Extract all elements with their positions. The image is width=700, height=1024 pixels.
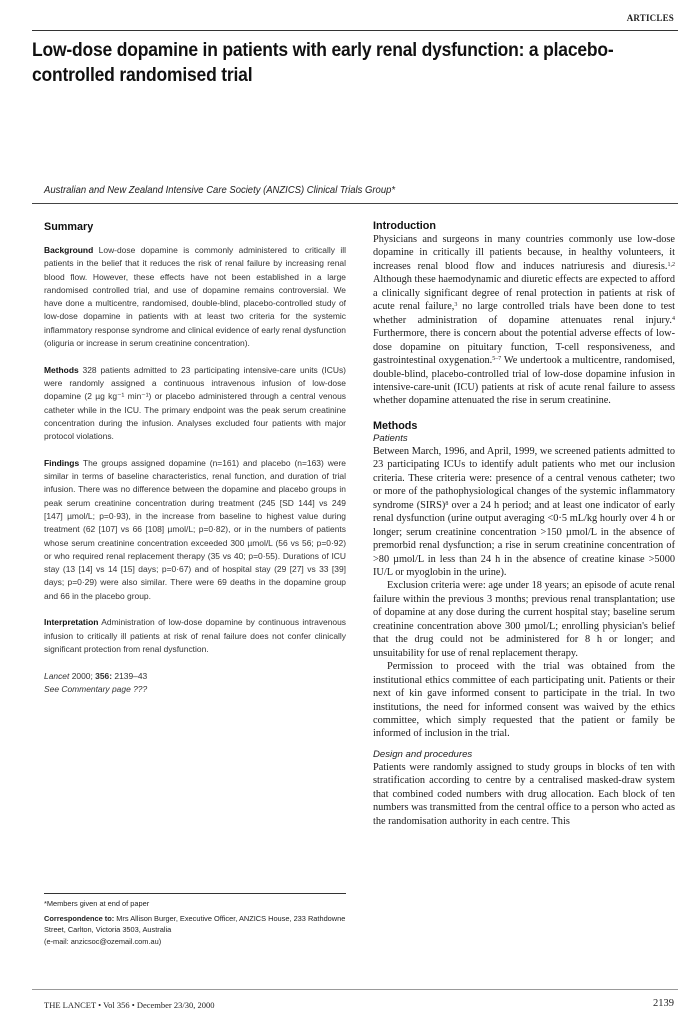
findings-text: The groups assigned dopamine (n=161) and placebo (n=163) were similar in terms of baseline characteristics, renal function, and duration of trial infusion. There was no difference between the dopamine and placebo groups in peak serum creatinine concentration during treatment (245 [SD 144] vs 249 [147] µmol/L; p=0·93), in the increase from baseline to highest value during treatment (62 [107] vs 66 [108] µmol/L; p=0·82), or in the numbers of patients whose serum creatinine concentration exceeded 300 µmol/L (56 vs 56; p=0·92) or who required renal replacement therapy (35 vs 40; p=0·55). Durations of ICU stay (13 [14] vs 14 [15] days; p=0·67) and of hospital stay (29 [27] vs 33 [39] days; p=0·29) were also similar. There were 69 deaths in the dopamine group and 66 in the placebo group. xyxy=(44,457,346,601)
background-label: Background xyxy=(44,245,94,255)
citation-volume: 356: xyxy=(95,670,113,681)
methods-heading: Methods xyxy=(373,419,418,432)
body-column xyxy=(373,220,675,828)
intro-text-4: Furthermore, there is concern about the potential adverse effects of low-dose dopamine on pituitary function, T-cell responsiveness, and gastrointestinal oxygenation. xyxy=(373,328,675,367)
journal-footer: THE LANCET • Vol 356 • December 23/30, 2000 xyxy=(44,1000,215,1010)
reference-marker[interactable]: 1,2 xyxy=(667,261,675,268)
footnotes xyxy=(44,892,346,947)
reference-marker[interactable]: 5–7 xyxy=(492,356,502,363)
methods-paragraph-4: Patients were randomly assigned to study groups in blocks of ten with stratification according to centre by a centralised masked-draw system that combined coded numbers with drug allocation. Each block of ten numbers was transmitted from the central office to a person who acted as the randomisation authority in each centre. This xyxy=(373,761,675,827)
footer-rule xyxy=(32,989,678,990)
introduction-paragraph xyxy=(373,233,675,408)
summary-background xyxy=(44,244,346,350)
summary-findings xyxy=(44,457,346,603)
methods-paragraph-1 xyxy=(373,445,675,580)
methods-text-1: Between March, 1996, and April, 1999, we screened patients admitted to 23 participating ICUs to identify adult patients who met our inclusion criteria. These criteria were: presence of a central venous catheter; two or more of the pathophysiological changes of the systemic inflammatory syndrome (SIRS) xyxy=(373,445,675,511)
summary-interpretation xyxy=(44,616,346,656)
introduction-heading: Introduction xyxy=(373,220,436,232)
methods-paragraph-2: Exclusion criteria were: age under 18 years; an episode of acute renal failure within the previous 3 months; previous renal transplantation; use of dopamine at any dose during the current hospital stay; baseline serum creatinine concentration above 300 µmol/L; enrolling physician's belief that the drug could not be administered for 8 h or longer; and unsuitability for use of renal replacement therapy. xyxy=(373,580,675,659)
interpretation-label: Interpretation xyxy=(44,617,99,628)
methods-label: Methods xyxy=(44,364,79,375)
methods-text: 328 patients admitted to 23 participating intensive-care units (ICUs) were randomly assigned a continuous intravenous infusion of low-dose dopamine (2 µg kg⁻¹ min⁻¹) or placebo administered through a central venous catheter while in the ICU. The primary endpoint was the peak serum creatinine concentration during the infusion. Analyses excluded four patients with major protocol violations. xyxy=(44,364,346,442)
reference-marker[interactable]: 4 xyxy=(672,315,675,322)
members-note: *Members given at end of paper xyxy=(44,899,150,908)
correspondence-label: Correspondence to: xyxy=(44,914,115,924)
citation xyxy=(44,670,346,697)
authors-rule xyxy=(32,203,678,204)
citation-year: 2000; xyxy=(69,670,96,681)
summary-methods xyxy=(44,364,346,444)
patients-subheading: Patients xyxy=(373,432,408,444)
author-line: Australian and New Zealand Intensive Care Society (ANZICS) Clinical Trials Group* xyxy=(44,185,396,196)
interpretation-text: Administration of low-dose dopamine by continuous intravenous infusion to critically ill patients at risk of renal failure does not confer clinically significant protection from renal dysfunction. xyxy=(44,617,346,654)
findings-label: Findings xyxy=(44,457,80,468)
intro-text-3: no large controlled trials have been done to test whether administration of dopamine attenuates renal injury. xyxy=(373,301,676,326)
header-rule xyxy=(32,30,678,31)
citation-pages: 2139–43 xyxy=(112,670,148,681)
page-number: 2139 xyxy=(653,998,674,1009)
citation-journal: Lancet xyxy=(44,670,70,681)
reference-marker[interactable]: 3 xyxy=(454,302,458,309)
correspondence-text: Mrs Allison Burger, Executive Officer, ANZICS House, 233 Rathdowne Street, Carlton, Victoria 3503, Australia xyxy=(44,914,346,935)
summary-heading: Summary xyxy=(44,221,94,233)
background-text: Low-dose dopamine is commonly administered to critically ill patients in the belief that it reduces the risk of renal failure by increasing renal blood flow. However, these effects have not been established in a large randomised controlled trial, and use of dopamine remains controversial. We have done a multicentre, randomised, double-blind, placebo-controlled study of low-dose dopamine in patients with at least two criteria for the systemic inflammatory response syndrome and clinical evidence of early renal dysfunction (oliguria or increase in serum creatinine concentration). xyxy=(44,245,346,349)
section-label: ARTICLES xyxy=(626,13,674,23)
summary-column xyxy=(44,220,346,696)
intro-text-5: We undertook a multicentre, randomised, double-blind, placebo-controlled trial of low-dose dopamine infusion in intensive-care-unit (ICU) patients at risk of acute renal failure to assess whether dopamine attenuated the rise in serum creatinine. xyxy=(373,355,675,407)
methods-paragraph-3: Permission to proceed with the trial was obtained from the institutional ethics committee of each participating unit. Patients or their next of kin gave informed consent to participate in the trial. In two institutions, the need for informed consent was waived by the ethics committee, which simply requested that the patient or family be informed of inclusion in the trial. xyxy=(373,661,675,740)
intro-text-1: Physicians and surgeons in many countries commonly use low-dose dopamine in critically ill patients because, in healthy volunteers, it increases renal blood flow and induces natriuresis and diuresis. xyxy=(373,234,675,272)
correspondence xyxy=(44,913,346,935)
design-subheading: Design and procedures xyxy=(373,748,473,760)
methods-text-2: over a 24 h period; and at least one indicator of early renal dysfunction (urine output averaging <0·5 mL/kg hourly over 4 h or longer; serum creatinine concentration >150 µmol/L in the absence of premorbid renal dysfunction; a rise in serum creatinine concentration of >80 µmol/L in less than 24 h in the absence of creatine kinase >5000 IU/L or myoglobin in the urine). xyxy=(373,499,676,578)
intro-text-2: Although these haemodynamic and diuretic effects are expected to afford a clinically significant degree of renal protection in patients at risk of acute renal failure, xyxy=(373,274,675,313)
article-title: Low-dose dopamine in patients with early renal dysfunction: a placebo-controlled randomised trial xyxy=(32,40,614,86)
commentary-link[interactable]: See Commentary page ??? xyxy=(44,683,148,694)
reference-marker[interactable]: 8 xyxy=(445,500,449,507)
correspondence-email[interactable]: (e-mail: anzicsoc@ozemail.com.au) xyxy=(44,936,162,946)
